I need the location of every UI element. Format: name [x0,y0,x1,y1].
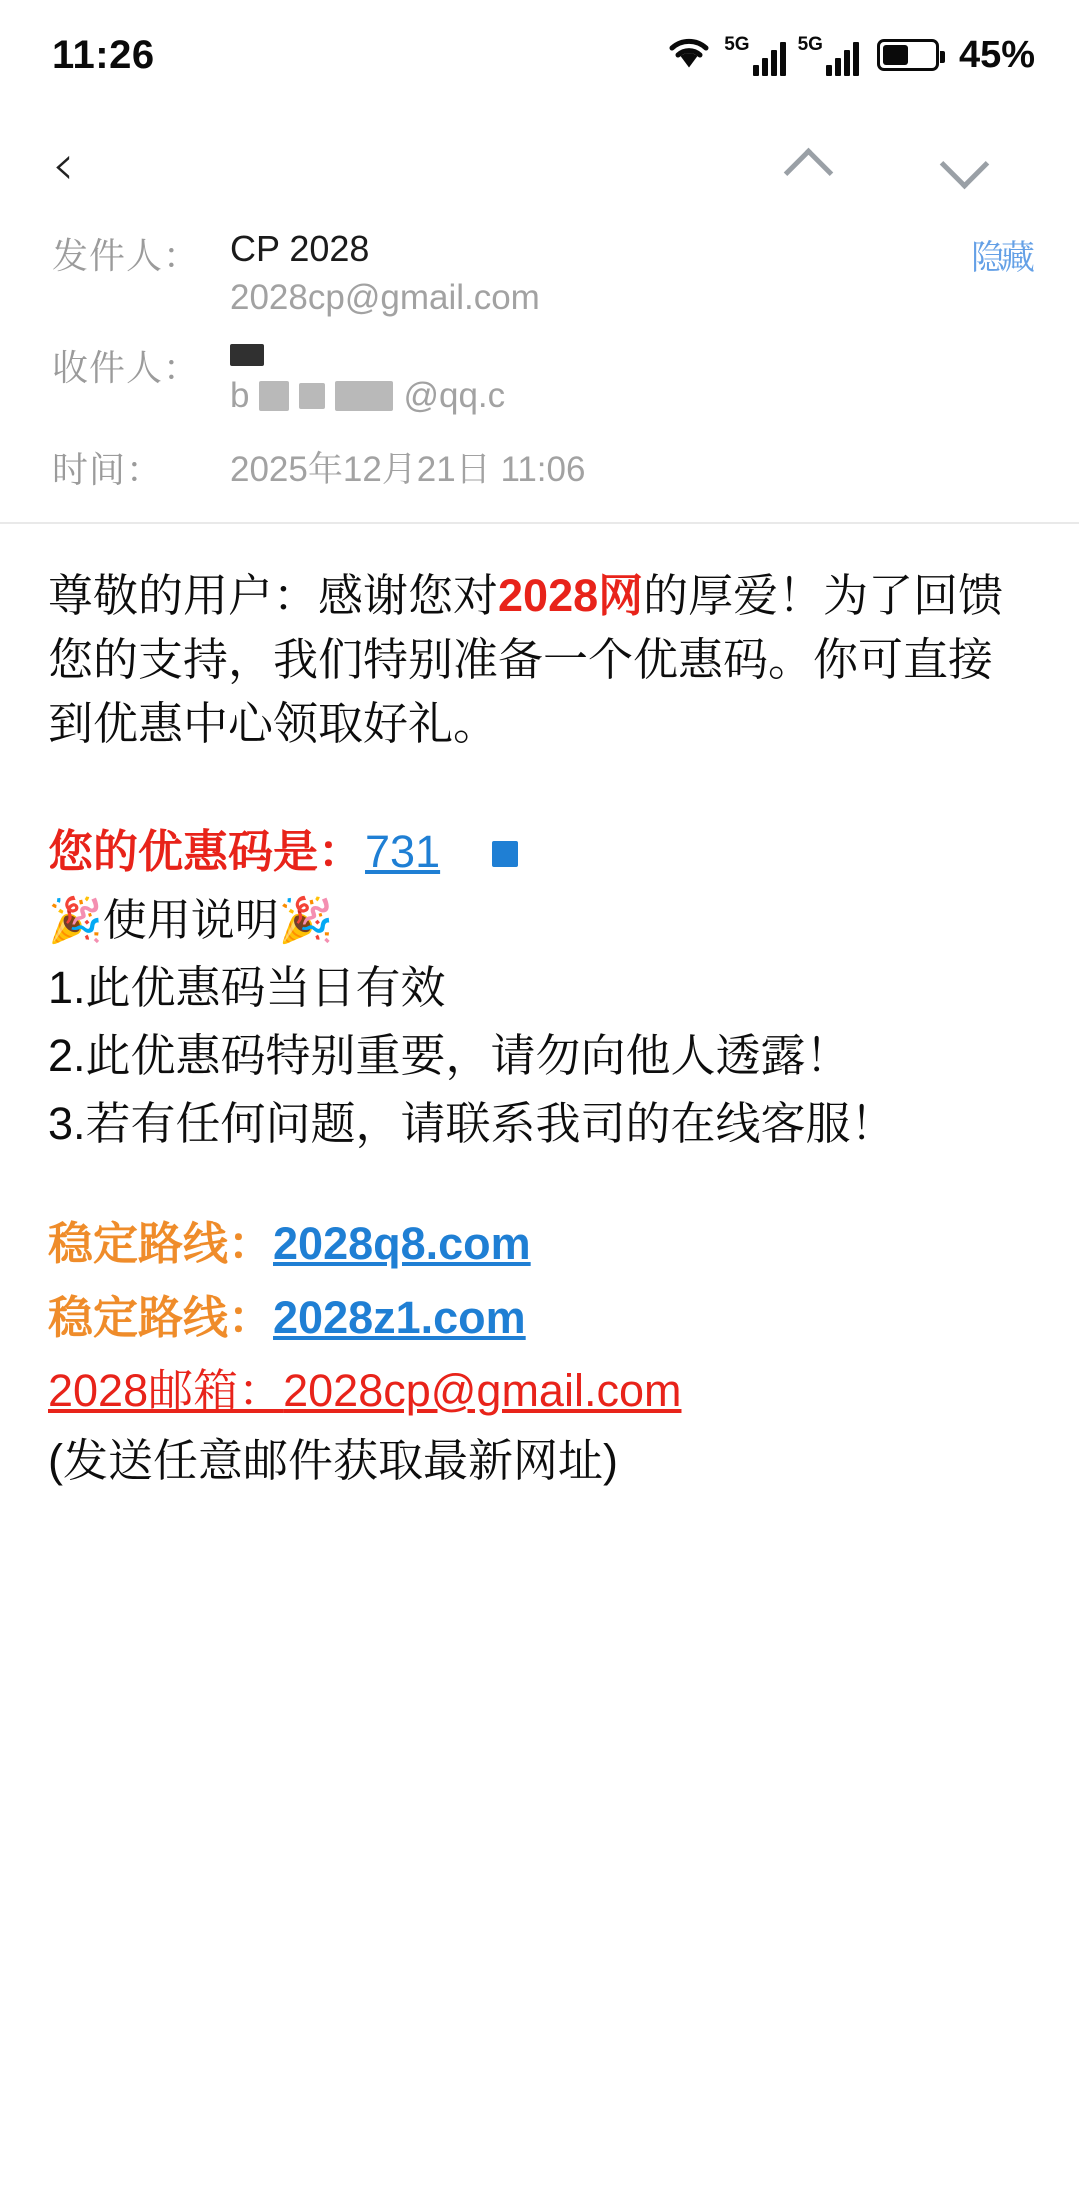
hide-details-button[interactable]: 隐藏 [971,239,1031,277]
coupon-code-label: 您的优惠码是： [48,825,364,877]
recipient-label: 收件人： [52,347,201,388]
recipient-row [0,340,1079,416]
coupon-code-redacted [492,841,518,867]
route-line-2 [48,1286,1031,1350]
usage-item-1: 1.此优惠码当日有效 [48,962,446,1014]
battery-percent: 45% [958,33,1035,76]
network-type-label-2: 5G [797,33,823,55]
coupon-code-value[interactable]: 731 [365,825,441,877]
next-message-icon[interactable] [941,143,987,189]
time-label: 时间： [52,449,164,490]
sender-email[interactable]: 2028cp@gmail.com [230,278,540,317]
signal-icon-1 [724,35,785,76]
recipient-domain: @qq.c [403,376,506,415]
mail-header [0,222,1079,524]
navigation-bar [0,110,1079,222]
route-label-1: 稳定路线： [48,1217,274,1269]
sender-label: 发件人： [52,235,201,276]
recipient-masked-address: b @qq.c [230,376,506,415]
status-time: 11:26 [52,32,155,77]
intro-text-2: 的厚爱！为了回馈您的支持，我们特别准备一个优惠码。你可直接到优惠中心领取好礼。 [48,570,1004,749]
usage-item-2: 2.此优惠码特别重要，请勿向他人透露！ [48,1029,851,1081]
usage-item-3: 3.若有任何问题，请联系我司的在线客服！ [48,1097,896,1149]
status-bar [0,0,1079,110]
time-row [0,442,1079,498]
time-value: 2025年12月21日 11:06 [230,450,586,489]
previous-message-icon[interactable] [785,143,831,189]
network-type-label-1: 5G [724,33,750,55]
usage-title: 🎉使用说明🎉 [48,895,334,945]
intro-text-1: 尊敬的用户：感谢您对 [48,570,499,621]
mail-note: (发送任意邮件获取最新网址) [48,1435,618,1487]
wifi-icon [666,35,712,76]
coupon-code-line [48,820,1031,884]
brand-highlight: 2028网 [498,570,644,621]
back-icon[interactable]: ‹ [52,133,75,198]
recipient-masked-top [230,344,505,366]
route-link-2[interactable]: 2028z1.com [273,1291,526,1343]
mail-contact-label: 2028邮箱： [48,1365,284,1417]
sender-row [0,228,1079,318]
route-link-1[interactable]: 2028q8.com [273,1217,531,1269]
status-icons [666,34,1035,77]
mail-contact-line [48,1359,1031,1423]
battery-icon [877,39,939,71]
mail-contact-link[interactable]: 2028cp@gmail.com [283,1365,682,1417]
sender-name[interactable]: CP 2028 [230,228,370,269]
mail-body [0,524,1079,1493]
intro-paragraph [48,564,1031,756]
route-label-2: 稳定路线： [48,1291,274,1343]
signal-icon-2 [798,35,859,76]
route-line-1 [48,1212,1031,1276]
